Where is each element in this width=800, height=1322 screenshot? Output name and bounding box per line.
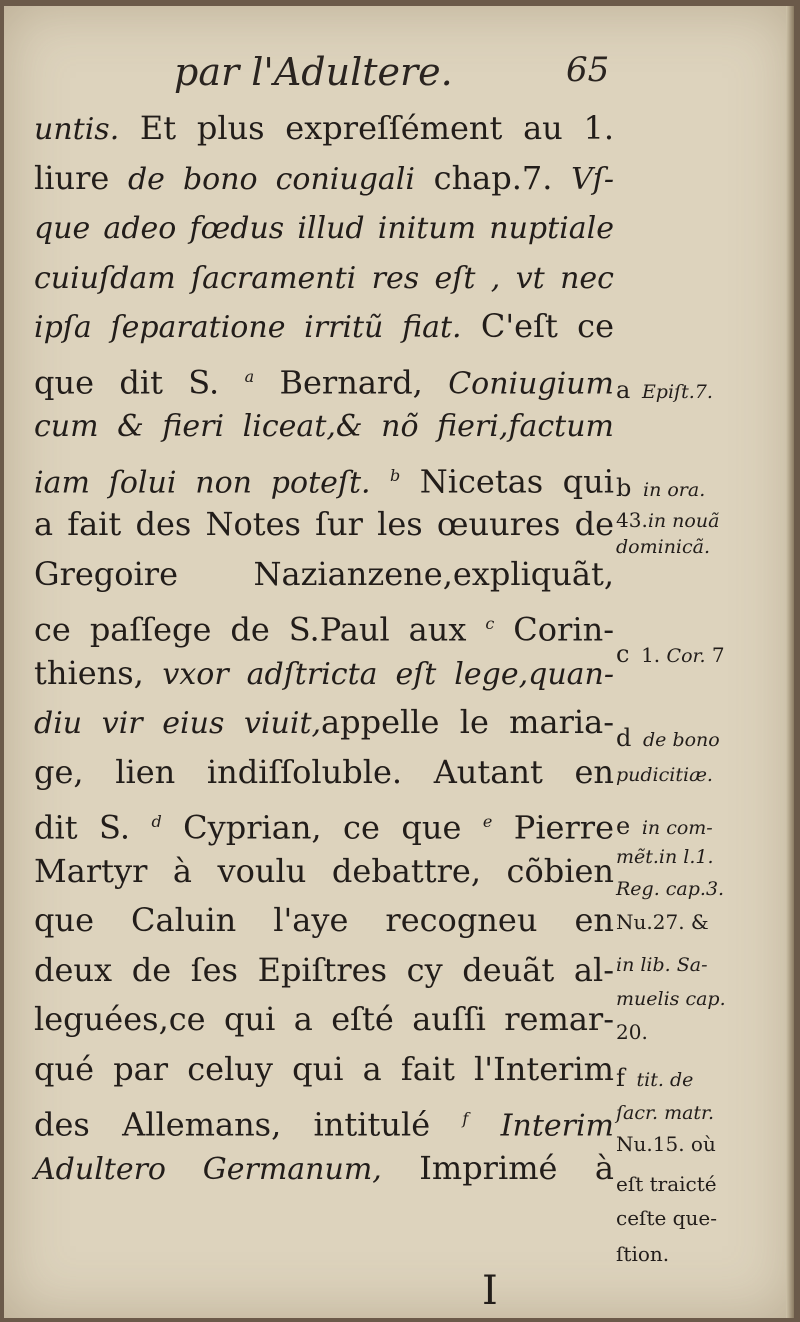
note-text: Cor. <box>666 645 706 667</box>
page-number: 65 <box>566 50 610 90</box>
text-run: ipſa ſeparatione irritũ fiat. <box>34 310 462 345</box>
note-reference: c <box>485 614 495 633</box>
text-line <box>34 797 614 847</box>
margin-note <box>616 876 724 900</box>
text-line <box>34 203 614 253</box>
text-run <box>371 462 390 500</box>
note-text: tit. de <box>636 1069 694 1091</box>
text-run: ce paſſege de S.Paul aux <box>34 610 486 649</box>
text-line <box>34 896 614 946</box>
margin-note <box>616 762 713 786</box>
note-text: dominicã. <box>616 536 711 558</box>
note-text: muelis cap. <box>616 988 726 1010</box>
margin-note <box>616 640 725 668</box>
text-run: cum & fieri liceat,& nõ fieri,factum <box>34 409 614 444</box>
text-run: ge, lien indiſſoluble. Autant en <box>34 752 614 791</box>
text-run: Coniugium <box>448 366 615 402</box>
note-text: 20. <box>616 1020 648 1044</box>
margin-note <box>616 1206 717 1230</box>
text-run: appelle le maria- <box>321 703 615 741</box>
text-run: diu vir eius viuit, <box>34 706 322 741</box>
text-run: cuiuſdam ſacramenti res eſt , vt nec <box>34 260 614 296</box>
text-run: leguées,ce qui a eſté auſſi remar- <box>34 1000 614 1038</box>
text-line <box>34 104 614 154</box>
page-header <box>4 46 794 106</box>
note-letter: b <box>616 474 639 502</box>
note-text: eſt traicté <box>616 1172 717 1196</box>
running-head: par l'Adultere. <box>174 50 453 94</box>
margin-note <box>616 1020 648 1044</box>
text-run: Pierre <box>492 808 615 847</box>
main-text-block <box>34 104 614 1193</box>
note-text: ceſte que- <box>616 1206 717 1230</box>
note-text: ſtion. <box>616 1242 670 1266</box>
note-reference: d <box>151 812 162 831</box>
margin-note <box>616 376 713 404</box>
text-line <box>34 649 614 699</box>
text-run: Adultero Germanum, <box>34 1151 382 1187</box>
text-run: que adeo fœdus illud initum nuptiale <box>34 211 614 246</box>
margin-note <box>616 1242 669 1266</box>
note-letter: f <box>616 1064 633 1092</box>
text-run: qué par celuy qui a fait l'Interim <box>34 1049 614 1088</box>
margin-note <box>616 812 713 840</box>
text-run: iam ſolui non poteſt. <box>34 465 371 501</box>
text-run: C'eſt ce <box>461 307 614 345</box>
note-letter: e <box>616 812 638 840</box>
text-line <box>34 500 614 550</box>
text-run: chap.7. <box>415 158 572 197</box>
text-run: Et plus expreſſément au 1. <box>119 109 614 147</box>
note-reference: e <box>482 812 493 831</box>
book-page <box>4 6 794 1318</box>
text-run: des Allemans, intitulé <box>34 1105 463 1144</box>
text-line <box>34 352 614 402</box>
text-line <box>34 154 614 204</box>
text-run <box>468 1106 500 1144</box>
text-run: vxor adſtricta eſt lege,quan- <box>162 656 614 692</box>
text-run: Imprimé à <box>381 1148 614 1187</box>
text-line <box>34 1144 614 1194</box>
margin-note <box>616 534 710 558</box>
note-text: in nouã <box>647 510 720 532</box>
margin-note <box>616 1132 716 1156</box>
text-run: Nicetas qui <box>400 462 615 501</box>
margin-note <box>616 474 705 502</box>
text-run: deux de ſes Epiſtres cy deuãt al- <box>34 950 614 989</box>
note-text: in lib. Sa- <box>616 954 708 976</box>
text-line <box>34 946 614 996</box>
note-letter: c <box>616 640 638 668</box>
margin-note <box>616 1100 714 1124</box>
text-line <box>34 1094 614 1144</box>
text-run: Corin- <box>494 610 615 649</box>
text-line <box>34 550 614 600</box>
note-text: Reg. cap.3. <box>616 878 725 900</box>
text-line <box>34 253 614 303</box>
note-text: Epiſt.7. <box>641 381 713 403</box>
signature-mark: I <box>482 1268 498 1314</box>
margin-note <box>616 508 719 532</box>
note-letter: d <box>616 724 639 752</box>
text-run: que Caluin l'aye recogneu en <box>34 901 614 939</box>
text-line <box>34 847 614 897</box>
note-text: in com- <box>641 817 713 839</box>
note-text: Nu.15. où <box>616 1132 716 1156</box>
margin-note <box>616 724 720 752</box>
text-run: a fait des Notes ſur les œuures de <box>34 505 614 543</box>
text-run: Interim <box>500 1108 615 1144</box>
text-run: que dit S. <box>34 363 245 402</box>
margin-note <box>616 1064 693 1092</box>
text-run: untis. <box>34 112 120 147</box>
note-reference: f <box>462 1109 469 1128</box>
text-run: Gregoire Nazianzene,expliquãt, <box>34 554 614 593</box>
text-line <box>34 302 614 352</box>
text-run: thiens, <box>34 653 163 692</box>
text-line <box>34 748 614 798</box>
note-text: Nu.27. & <box>616 910 709 934</box>
note-text: in ora. <box>643 479 706 501</box>
note-text: de bono <box>643 729 720 751</box>
margin-note <box>616 910 709 934</box>
note-text: 43. <box>616 508 648 532</box>
page-edge <box>786 6 794 1318</box>
note-text: mẽt.in l.1. <box>616 846 714 868</box>
text-run: liure <box>34 158 128 197</box>
text-run: Bernard, <box>254 363 449 402</box>
text-line <box>34 1045 614 1095</box>
margin-note <box>616 844 714 868</box>
text-line <box>34 451 614 501</box>
note-reference: b <box>390 465 401 485</box>
text-line <box>34 995 614 1045</box>
note-text: 1. <box>641 643 667 667</box>
note-text: pudicitiæ. <box>616 764 713 786</box>
text-line <box>34 401 614 451</box>
note-text: 7 <box>705 643 725 667</box>
text-line <box>34 698 614 748</box>
text-run: Vſ- <box>571 161 615 197</box>
margin-note <box>616 1172 717 1196</box>
note-text: ſacr. matr. <box>616 1102 715 1124</box>
note-letter: a <box>616 376 638 404</box>
margin-note <box>616 952 708 976</box>
text-line <box>34 599 614 649</box>
note-reference: a <box>244 366 255 386</box>
text-run: dit S. <box>34 808 152 847</box>
text-run: Martyr à voulu debattre, cõbien <box>34 851 614 890</box>
margin-note <box>616 986 726 1010</box>
text-run: de bono coniugali <box>127 161 415 197</box>
text-run: Cyprian, ce que <box>161 808 483 847</box>
